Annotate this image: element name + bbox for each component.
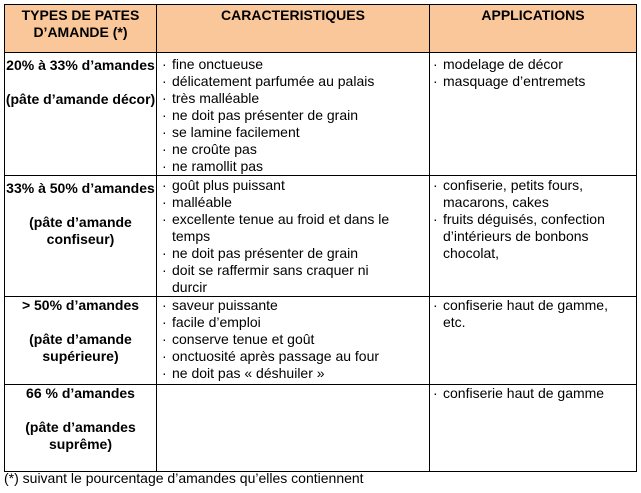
list-item: · onctuosité après passage au four bbox=[161, 348, 429, 365]
almond-paste-table bbox=[4, 4, 637, 472]
applications-cell bbox=[430, 297, 637, 385]
list-item: · fine onctueuse bbox=[161, 56, 429, 73]
type-name: (pâte d’amande décor) bbox=[5, 91, 156, 107]
table-row bbox=[5, 385, 637, 472]
caracteristiques-cell bbox=[157, 53, 430, 176]
list-item: · ne doit pas « déshuiler » bbox=[161, 365, 429, 382]
list-item: · ne ramollit pas bbox=[161, 158, 429, 175]
list-item: · confiserie, petits fours, macarons, cakes bbox=[432, 177, 636, 211]
list-item: · ne doit pas présenter de grain bbox=[161, 107, 429, 124]
list-item: · confiserie haut de gamme bbox=[432, 385, 636, 402]
list-item: · ne croûte pas bbox=[161, 141, 429, 158]
list-item: · malléable bbox=[161, 194, 429, 211]
list-item: · goût plus puissant bbox=[161, 177, 429, 194]
header-caracteristiques: CARACTERISTIQUES bbox=[157, 5, 430, 53]
list-item: · modelage de décor bbox=[432, 56, 636, 73]
applications-cell bbox=[430, 385, 637, 472]
table-row bbox=[5, 53, 637, 176]
list-item: · facile d’emploi bbox=[161, 314, 429, 331]
header-row bbox=[5, 5, 637, 53]
type-name: (pâte d’amandes suprême) bbox=[25, 419, 136, 452]
type-percent: > 50% d’amandes bbox=[21, 297, 140, 313]
footnote: (*) suivant le pourcentage d’amandes qu’elles contiennent bbox=[4, 470, 364, 486]
header-applications: APPLICATIONS bbox=[430, 5, 637, 53]
type-cell bbox=[5, 385, 157, 472]
list-item: · confiserie haut de gamme, etc. bbox=[432, 297, 636, 331]
applications-cell bbox=[430, 176, 637, 297]
list-item: · ne doit pas présenter de grain bbox=[161, 245, 429, 262]
type-cell bbox=[5, 297, 157, 385]
list-item: · doit se raffermir sans craquer ni durcir bbox=[161, 262, 429, 296]
type-name: (pâte d’amande supérieure) bbox=[29, 331, 132, 364]
type-percent: 66 % d’amandes bbox=[26, 385, 135, 401]
list-item: · saveur puissante bbox=[161, 297, 429, 314]
list-item: · délicatement parfumée au palais bbox=[161, 73, 429, 90]
table-row bbox=[5, 297, 637, 385]
list-item: · très malléable bbox=[161, 90, 429, 107]
type-cell bbox=[5, 53, 157, 176]
list-item: · masquage d’entremets bbox=[432, 73, 636, 90]
list-item: · se lamine facilement bbox=[161, 124, 429, 141]
applications-cell bbox=[430, 53, 637, 176]
caracteristiques-cell bbox=[157, 176, 430, 297]
table-row bbox=[5, 176, 637, 297]
list-item: · fruits déguisés, confection d’intérieurs de bonbons chocolat, bbox=[432, 211, 636, 262]
caracteristiques-cell bbox=[157, 297, 430, 385]
caracteristiques-cell bbox=[157, 385, 430, 472]
header-types: TYPES DE PATES D’AMANDE (*) bbox=[5, 5, 157, 53]
list-item: · conserve tenue et goût bbox=[161, 331, 429, 348]
type-percent: 33% à 50% d’amandes bbox=[6, 180, 155, 196]
list-item: · excellente tenue au froid et dans le temps bbox=[161, 211, 429, 245]
type-percent: 20% à 33% d’amandes bbox=[6, 57, 155, 73]
type-name: (pâte d’amande confiseur) bbox=[29, 214, 132, 247]
type-cell bbox=[5, 176, 157, 297]
